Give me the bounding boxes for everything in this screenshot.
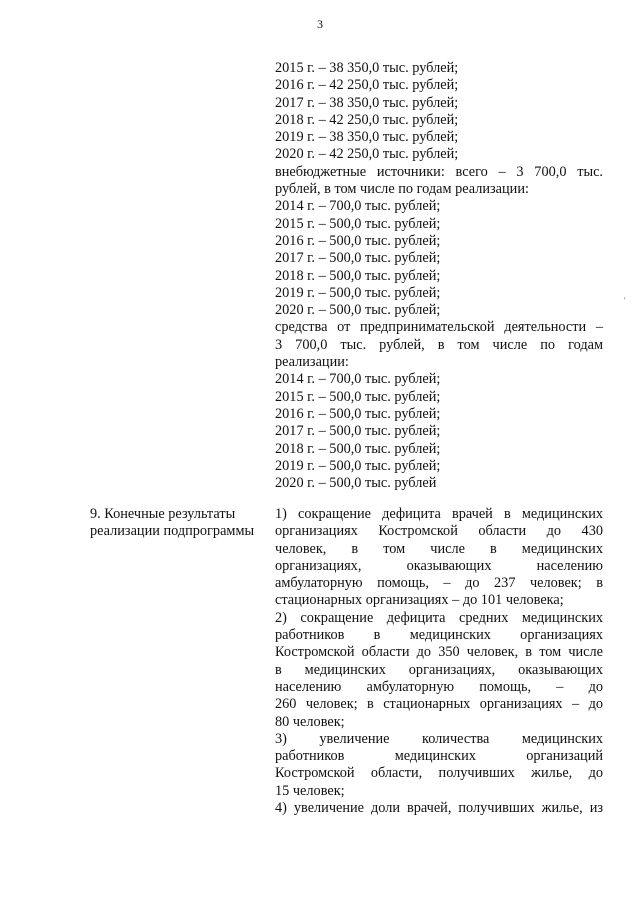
text-line: Костромской области до 350 человек, в том числе	[275, 644, 603, 661]
text-line: реализации:	[275, 354, 349, 371]
text-line: 2019 г. – 38 350,0 тыс. рублей;	[275, 129, 459, 146]
text-line: 2018 г. – 500,0 тыс. рублей;	[275, 267, 441, 284]
text-line: 3) увеличение количества медицинских	[275, 730, 603, 747]
text-line: населению амбулаторную помощь, – до	[275, 678, 603, 695]
text-line: 2015 г. – 38 350,0 тыс. рублей;	[275, 60, 459, 76]
text-line: амбулаторную помощь, – до 237 человек; в	[275, 575, 603, 592]
text-line: 2) сокращение дефицита средних медицинских	[275, 609, 603, 626]
text-line: рублей, в том числе по годам реализации:	[275, 181, 529, 198]
section-label-line: реализации подпрограммы	[90, 523, 255, 540]
text-line: 2014 г. – 700,0 тыс. рублей;	[275, 198, 441, 215]
text-line: 260 человек; в стационарных организациях – до	[275, 696, 603, 713]
text-line: 2020 г. – 42 250,0 тыс. рублей;	[275, 146, 459, 163]
text-line: 2017 г. – 38 350,0 тыс. рублей;	[275, 94, 459, 111]
text-line: 2015 г. – 500,0 тыс. рублей;	[275, 215, 441, 232]
text-line: средства от предпринимательской деятельности –	[275, 319, 603, 336]
text-line: стационарных организациях – до 101 человека;	[275, 592, 564, 609]
section-label-line: 9. Конечные результаты	[90, 506, 236, 522]
text-line: 2017 г. – 500,0 тыс. рублей;	[275, 423, 441, 440]
text-line: в медицинских организациях, оказывающих	[275, 661, 603, 678]
text-line: 2016 г. – 500,0 тыс. рублей;	[275, 232, 441, 249]
text-line: 2014 г. – 700,0 тыс. рублей;	[275, 371, 441, 388]
text-line: 2020 г. – 500,0 тыс. рублей	[275, 475, 437, 492]
text-line: 2015 г. – 500,0 тыс. рублей;	[275, 388, 441, 405]
text-line: работников в медицинских организациях	[275, 627, 603, 644]
text-line: Костромской области, получивших жилье, до	[275, 765, 603, 782]
text-line: 2018 г. – 500,0 тыс. рублей;	[275, 440, 441, 457]
text-line: внебюджетные источники: всего – 3 700,0 тыс.	[275, 163, 603, 180]
text-line: 80 человек;	[275, 713, 345, 730]
text-line: 2016 г. – 500,0 тыс. рублей;	[275, 405, 441, 422]
text-line: организациях, оказывающих населению	[275, 557, 603, 574]
text-line: 2020 г. – 500,0 тыс. рублей;	[275, 302, 441, 319]
text-line: 1) сокращение дефицита врачей в медицинских	[275, 506, 603, 522]
text-line: 15 человек;	[275, 782, 345, 799]
text-line: работников медицинских организаций	[275, 748, 603, 765]
text-line: 3 700,0 тыс. рублей, в том числе по годам	[275, 336, 603, 353]
section-label	[90, 506, 270, 541]
text-line: 2017 г. – 500,0 тыс. рублей;	[275, 250, 441, 267]
expected-results-text	[275, 506, 603, 817]
text-line: 4) увеличение доли врачей, получивших жилье, из	[275, 800, 603, 817]
text-line: 2019 г. – 500,0 тыс. рублей;	[275, 457, 441, 474]
text-line: организациях Костромской области до 430	[275, 523, 603, 540]
text-line: человек, в том числе в медицинских	[275, 540, 603, 557]
funding-by-year-text	[275, 60, 603, 492]
scan-mark: '	[624, 296, 626, 305]
text-line: 2019 г. – 500,0 тыс. рублей;	[275, 284, 441, 301]
page-number: 3	[317, 17, 323, 31]
text-line: 2016 г. – 42 250,0 тыс. рублей;	[275, 77, 459, 94]
text-line: 2018 г. – 42 250,0 тыс. рублей;	[275, 111, 459, 128]
